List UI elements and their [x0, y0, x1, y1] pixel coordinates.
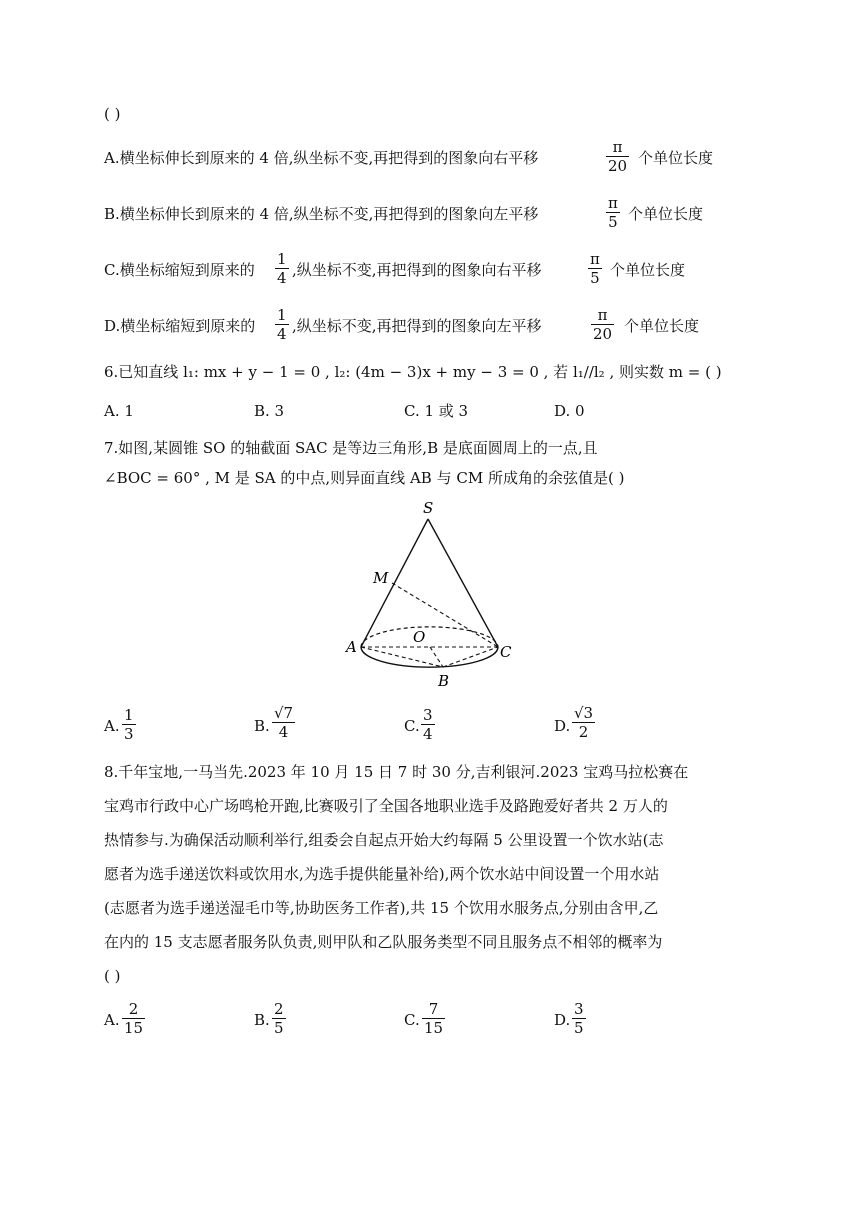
fraction: $\frac{\pi}{5}$ [590, 250, 600, 287]
option-text: 横坐标缩短到原来的 [119, 261, 255, 279]
option-text: 横坐标伸长到原来的 4 倍,纵坐标不变,再把得到的图象向左平移 [119, 205, 539, 223]
q6-option-c: C. 1 或 3 [404, 402, 469, 420]
segment-ab [361, 647, 443, 667]
label-a: A [346, 638, 357, 656]
label-b: B [438, 672, 450, 690]
q7-stem-line1: 7.如图,某圆锥 SO 的轴截面 SAC 是等边三角形,B 是底面圆周上的一点,且 [104, 439, 598, 457]
q6-option-d: D. 0 [554, 402, 585, 420]
option-label: C. [104, 261, 120, 279]
q5-answer-paren: ( ) [104, 105, 121, 123]
label-c: C [500, 643, 512, 661]
option-label: B. [104, 205, 120, 223]
option-text-end: 个单位长度 [624, 317, 700, 335]
q8-stem-line: (志愿者为选手递送湿毛巾等,协助医务工作者),共 15 个饮用水服务点,分别由含甲,乙 [104, 899, 659, 917]
option-text-end: 个单位长度 [610, 261, 686, 279]
q8-stem-line: 在内的 15 支志愿者服务队负责,则甲队和乙队服务类型不同且服务点不相邻的概率为 [104, 933, 663, 951]
segment-mc [392, 583, 498, 647]
q7-stem-line2: ∠BOC = 60° , M 是 SA 的中点,则异面直线 AB 与 CM 所成角的余弦值是( ) [104, 469, 625, 487]
option-text-end: 个单位长度 [628, 205, 704, 223]
q8-stem-line: 宝鸡市行政中心广场鸣枪开跑,比赛吸引了全国各地职业选手及路跑爱好者共 2 万人的 [104, 797, 668, 815]
option-text-mid: ,纵坐标不变,再把得到的图象向右平移 [292, 261, 542, 279]
q8-answer-paren: ( ) [104, 967, 121, 985]
q8-stem-line: 热情参与.为确保活动顺利举行,组委会自起点开始大约每隔 5 公里设置一个饮水站(志 [104, 831, 664, 849]
base-back-arc [361, 627, 498, 647]
option-text-mid: ,纵坐标不变,再把得到的图象向左平移 [292, 317, 542, 335]
q6-stem: 6.已知直线 l₁: mx + y − 1 = 0 , l₂: (4m − 3)x + my − 3 = 0 , 若 l₁//l₂ , 则实数 m = ( ) [104, 363, 722, 381]
label-s: S [423, 499, 434, 517]
q8-stem-line: 8.千年宝地,一马当先.2023 年 10 月 15 日 7 时 30 分,吉利银河.2023 宝鸡马拉松赛在 [104, 763, 689, 781]
cone-figure [330, 495, 530, 695]
cone-edge-sc [428, 519, 498, 647]
fraction: $\frac{1}{4}$ [277, 306, 287, 343]
fraction: $\frac{1}{4}$ [277, 250, 287, 287]
fraction: $\frac{\pi}{20}$ [593, 306, 613, 343]
fraction: $\frac{\pi}{5}$ [608, 194, 618, 231]
option-text-end: 个单位长度 [638, 149, 714, 167]
option-label: A. [104, 149, 120, 167]
q6-option-b: B. 3 [254, 402, 285, 420]
label-o: O [413, 628, 426, 646]
fraction: $\frac{\pi}{20}$ [608, 138, 628, 175]
option-label: D. [104, 317, 121, 335]
q8-stem-line: 愿者为选手递送饮料或饮用水,为选手提供能量补给),两个饮水站中间设置一个用水站 [104, 865, 660, 883]
option-text: 横坐标伸长到原来的 4 倍,纵坐标不变,再把得到的图象向右平移 [119, 149, 539, 167]
label-m: M [373, 569, 389, 587]
q6-option-a: A. 1 [104, 402, 134, 420]
option-text: 横坐标缩短到原来的 [120, 317, 256, 335]
